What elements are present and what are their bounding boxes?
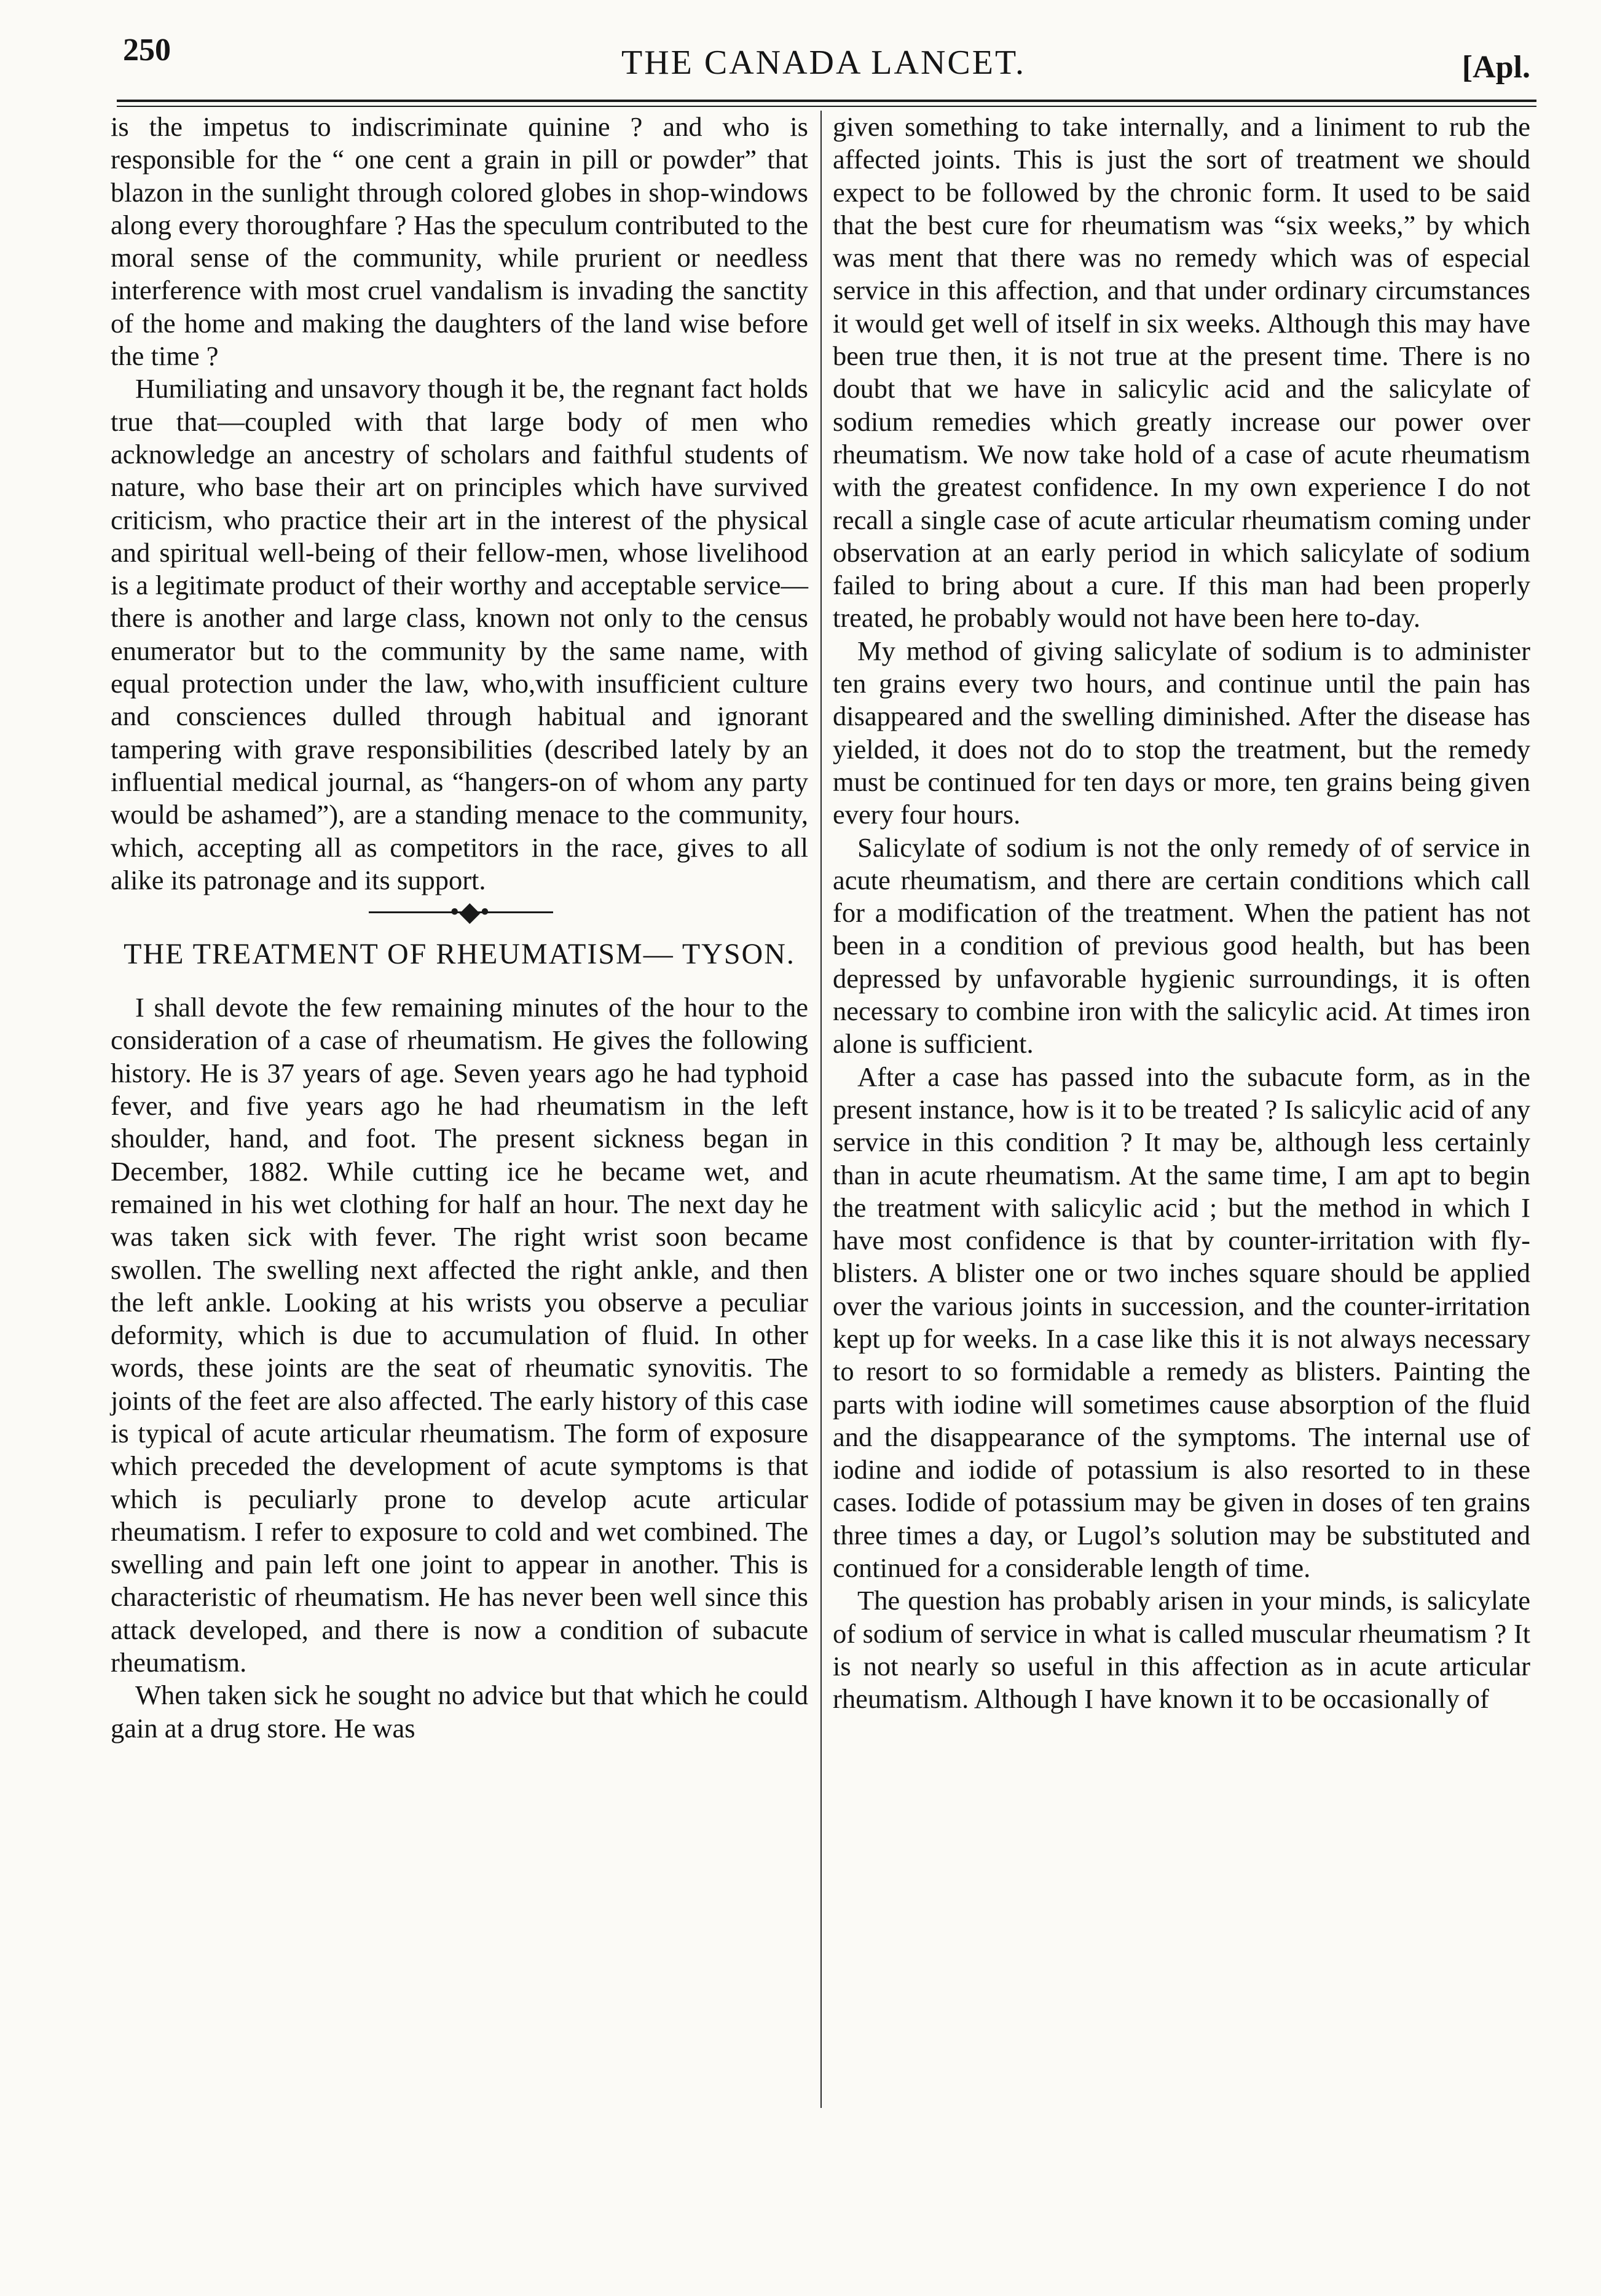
paragraph: given something to take internally, and a liniment to rub the affected joints. This is just the sort of treatment we should expect to be followed by the chronic form. It used to be said that the best cure for rheumatism was “six weeks,” by which was ment that there was no remedy which was of especial service in this affection, and that under ordinary circumstances it would get well of itself in six weeks. Although this may have been true then, it is not true at the present time. There is no doubt that we have in salicylic acid and the salicylate of sodium remedies which greatly increase our power over rheumatism. We now take hold of a case of acute rheumatism with the greatest confidence. In my own experience I do not recall a single case of acute articular rheumatism coming under observation at an early period in which salicylate of sodium failed to bring about a cure. If this man had been properly treated, he probably would not have been here to-day. xyxy=(833,111,1530,634)
paragraph: I shall devote the few remaining minutes of the hour to the consideration of a case of rheumatism. He gives the following history. He is 37 years of age. Seven years ago he had typhoid fever, and five years ago he had rheumatism in the left shoulder, hand, and foot. The present sickness began in December, 1882. While cutting ice he became wet, and remained in his wet clothing for half an hour. The next day he was taken sick with fever. The right wrist soon became swollen. The swelling next affected the right ankle, and then the left ankle. Looking at his wrists you observe a peculiar deformity, which is due to accumulation of fluid. In other words, these joints are the seat of rheumatic synovitis. The joints of the feet are also affected. The early history of this case is typical of acute articular rheumatism. The form of exposure which preceded the development of acute symptoms is that which is peculiarly prone to develop acute articular rheumatism. I refer to exposure to cold and wet combined. The swelling and pain left one joint to appear in another. This is characteristic of rheumatism. He has never been well since this attack developed, and there is now a condition of subacute rheumatism. xyxy=(111,992,808,1678)
section-separator xyxy=(111,897,808,932)
paragraph: After a case has passed into the subacute form, as in the present instance, how is it to be treated ? Is salicylic acid of any service in this condition ? It may be, although less certainly than in acute rheumatism. At the same time, I am apt to begin the treatment with salicylic acid ; but the method in which I have most confidence is that by counter-irritation with fly-blisters. A blister one or two inches square should be applied over the various joints in succession, and the counter-irritation kept up for weeks. In a case like this it is not always necessary to resort to so formidable a remedy as blisters. Painting the parts with iodine will sometimes cause absorption of the fluid and the disappearance of the symptoms. The internal use of iodine and iodide of potassium is also resorted to in these cases. Iodide of potassium may be given in doses of ten grains three times a day, or Lugol’s solution may be substituted and continued for a considerable length of time. xyxy=(833,1061,1530,1584)
header-rule-thick xyxy=(117,100,1536,102)
page-header xyxy=(117,32,1530,100)
paragraph: Humiliating and unsavory though it be, the regnant fact holds true that—coupled with that large body of men who acknowledge an ancestry of scholars and faithful students of nature, who base their art on principles which have survived criticism, who practice their art in the interest of the physical and spiritual well-being of their fellow-men, whose livelihood is a legitimate product of their worthy and acceptable service—there is another and large class, known not only to the census enumerator but to the community by the same name, with equal protection under the law, who,with insufficient culture and consciences dulled through habitual and ignorant tampering with grave responsibilities (described lately by an influential medical journal, as “hangers-on of whom any party would be ashamed”), are a standing menace to the community, which, accepting all as competitors in the race, gives to all alike its patronage and its support. xyxy=(111,373,808,895)
column-divider xyxy=(820,111,822,2108)
paragraph: When taken sick he sought no advice but that which he could gain at a drug store. He was xyxy=(111,1680,808,1744)
separator-ornament-icon: •◆• xyxy=(450,897,490,927)
paragraph: The question has probably arisen in your minds, is salicylate of sodium of service in what is called muscular rheumatism ? It is not nearly so useful in this affection as in acute articular rheumatism. Although I have known it to be occasionally of xyxy=(833,1585,1530,1715)
issue-month: [Apl. xyxy=(1461,50,1530,85)
paragraph: My method of giving salicylate of sodium is to administer ten grains every two hours, and continue until the pain has disappeared and the swelling diminished. After the disease has yielded, it does not do to stop the treatment, but the remedy must be continued for ten days or more, ten grains being given every four hours. xyxy=(833,635,1530,830)
left-column xyxy=(111,111,808,1745)
page-number: 250 xyxy=(123,33,171,68)
journal-title: THE CANADA LANCET. xyxy=(621,44,1026,82)
right-column xyxy=(833,111,1530,1716)
paragraph: Salicylate of sodium is not the only remedy of of service in acute rheumatism, and there are certain conditions which call for a modification of the treatment. When the patient has not been in a condition of previous good health, but has been depressed by unfavorable hygienic surroundings, it is often necessary to combine iron with the salicylic acid. At times iron alone is sufficient. xyxy=(833,832,1530,1060)
header-rule-thin xyxy=(117,106,1536,107)
section-heading: THE TREATMENT OF RHEUMATISM— TYSON. xyxy=(124,938,795,971)
paragraph: is the impetus to indiscriminate quinine ? and who is responsible for the “ one cent a grain in pill or powder” that blazon in the sunlight through colored globes in shop-windows along every thoroughfare ? Has the speculum contributed to the moral sense of the community, while prurient or needless interference with most cruel vandalism is invading the sanctity of the home and making the daughters of the land wise before the time ? xyxy=(111,111,808,372)
